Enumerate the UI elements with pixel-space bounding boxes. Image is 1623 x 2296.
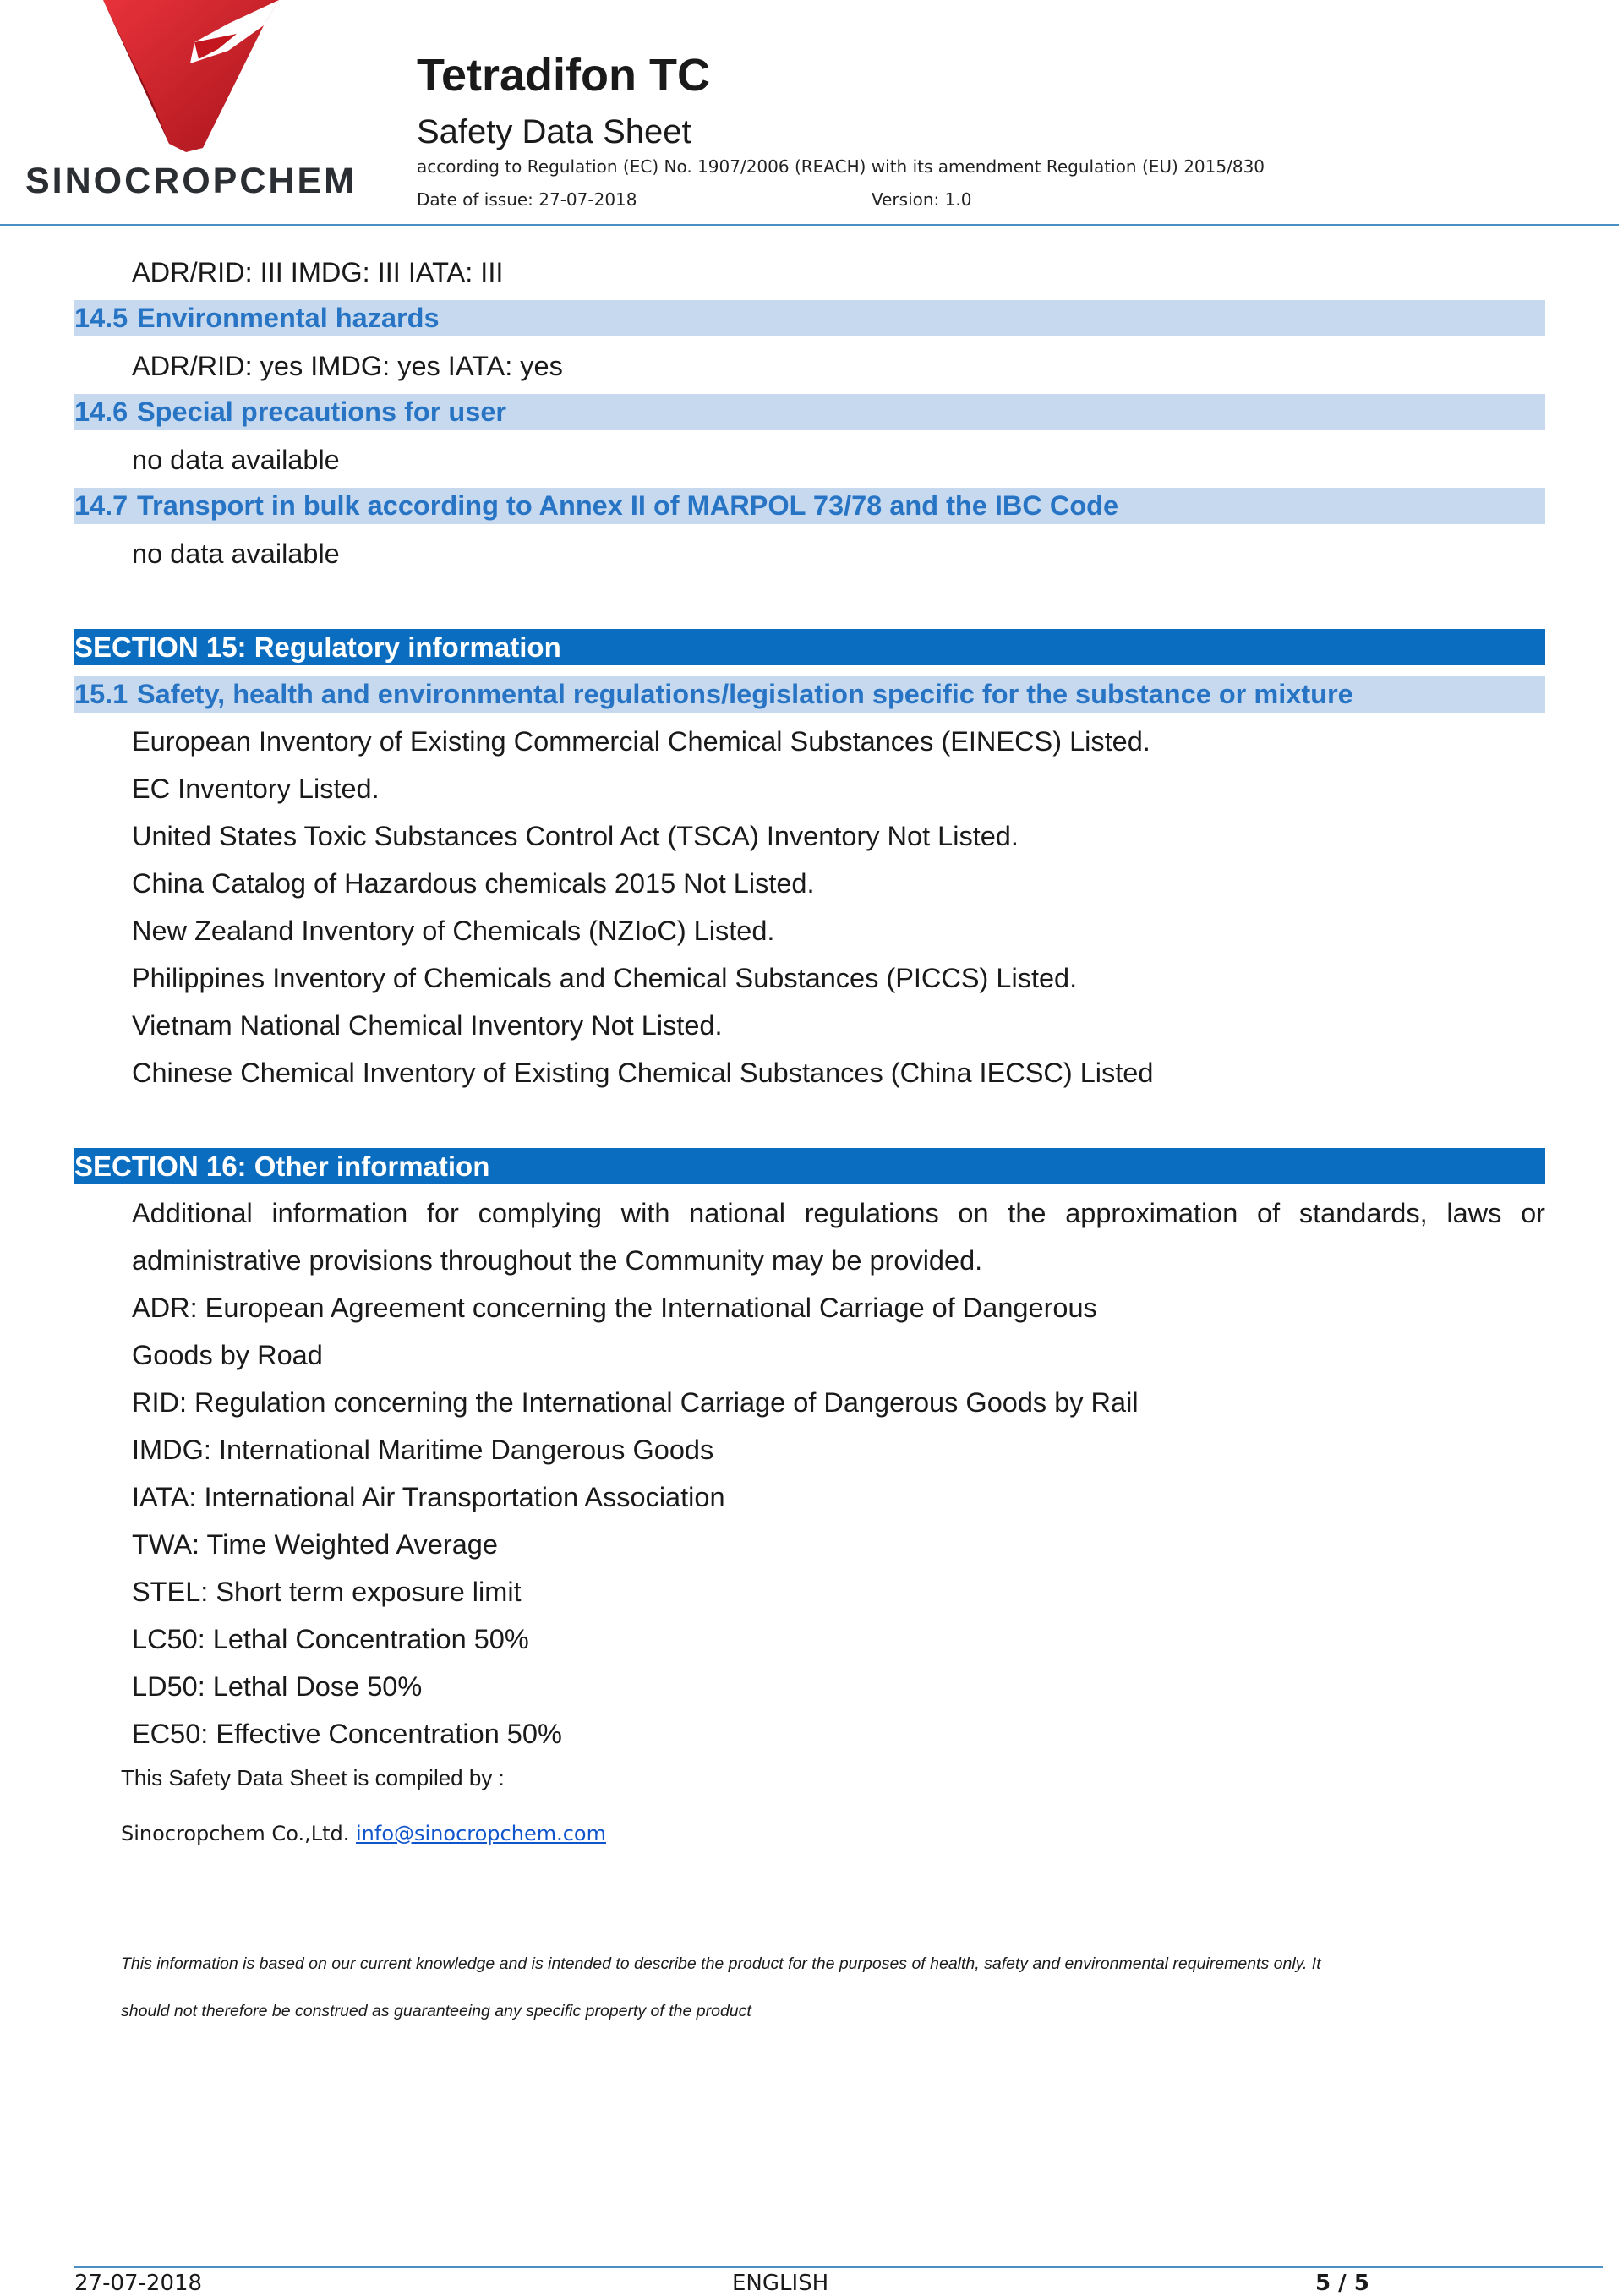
abbreviation-item: EC50: Effective Concentration 50% xyxy=(132,1719,562,1749)
subsection-title-14-7: Transport in bulk according to Annex II of MARPOL 73/78 and the IBC Code xyxy=(137,490,1119,521)
compiled-by-label: This Safety Data Sheet is compiled by : xyxy=(121,1765,505,1790)
compiler-contact xyxy=(121,1822,606,1845)
subsection-title-15-1: Safety, health and environmental regulations/legislation specific for the substance or mixture xyxy=(137,679,1353,709)
inventory-item: European Inventory of Existing Commercial Chemical Substances (EINECS) Listed. xyxy=(132,726,1150,757)
document-title: Tetradifon TC xyxy=(417,50,710,101)
subsection-number-14-6: 14.6 xyxy=(74,396,128,427)
section-title-15: SECTION 15: Regulatory information xyxy=(74,631,561,663)
company-name: Sinocropchem Co.,Ltd. xyxy=(121,1822,350,1845)
inventory-item: EC Inventory Listed. xyxy=(132,774,380,804)
document-subtitle: Safety Data Sheet xyxy=(417,113,691,150)
inventory-item: New Zealand Inventory of Chemicals (NZIoC) Listed. xyxy=(132,916,775,946)
email-link[interactable]: info@sinocropchem.com xyxy=(356,1822,606,1845)
subsection-number-15-1: 15.1 xyxy=(74,679,128,709)
header-divider xyxy=(0,224,1619,226)
footer-divider xyxy=(74,2266,1603,2268)
footer-language: ENGLISH xyxy=(732,2271,829,2296)
disclaimer-line: This information is based on our current knowledge and is intended to describe the product for the purposes of health, safety and environmental requirements only. It xyxy=(121,1954,1321,1973)
packing-group-line: ADR/RID: III IMDG: III IATA: III xyxy=(132,257,504,287)
subsection-title-14-6: Special precautions for user xyxy=(137,396,507,427)
additional-info-paragraph-line: Additional information for complying with national regulations on the approximation of standards, laws or xyxy=(132,1198,1545,1228)
subsection-number-14-5: 14.5 xyxy=(74,303,128,333)
inventory-item: United States Toxic Substances Control Act (TSCA) Inventory Not Listed. xyxy=(132,821,1019,851)
additional-info-paragraph-line: administrative provisions throughout the Community may be provided. xyxy=(132,1245,983,1276)
footer-date: 27-07-2018 xyxy=(74,2271,203,2296)
abbreviation-item: RID: Regulation concerning the International Carriage of Dangerous Goods by Rail xyxy=(132,1387,1139,1418)
special-precautions-text: no data available xyxy=(132,445,340,475)
abbreviation-item: LD50: Lethal Dose 50% xyxy=(132,1671,423,1702)
subsection-number-14-7: 14.7 xyxy=(74,490,128,521)
abbreviation-item: IMDG: International Maritime Dangerous Goods xyxy=(132,1435,714,1465)
abbreviation-item: LC50: Lethal Concentration 50% xyxy=(132,1624,529,1654)
inventory-item: China Catalog of Hazardous chemicals 2015 Not Listed. xyxy=(132,868,815,899)
abbreviation-item: IATA: International Air Transportation Association xyxy=(132,1482,725,1512)
abbreviation-item: ADR: European Agreement concerning the International Carriage of Dangerous xyxy=(132,1293,1097,1323)
version: Version: 1.0 xyxy=(872,189,972,210)
inventory-item: Vietnam National Chemical Inventory Not Listed. xyxy=(132,1010,723,1041)
section-title-16: SECTION 16: Other information xyxy=(74,1151,490,1182)
issue-date: Date of issue: 27-07-2018 xyxy=(417,189,637,210)
subsection-title-14-5: Environmental hazards xyxy=(137,303,440,333)
regulation-reference: according to Regulation (EC) No. 1907/2006 (REACH) with its amendment Regulation (EU) 2015/830 xyxy=(417,156,1265,177)
environmental-hazards-text: ADR/RID: yes IMDG: yes IATA: yes xyxy=(132,351,563,381)
inventory-item: Chinese Chemical Inventory of Existing Chemical Substances (China IECSC) Listed xyxy=(132,1058,1154,1088)
page-number: 5 / 5 xyxy=(1315,2271,1369,2296)
inventory-item: Philippines Inventory of Chemicals and Chemical Substances (PICCS) Listed. xyxy=(132,963,1078,993)
bulk-transport-text: no data available xyxy=(132,538,340,569)
disclaimer-line: should not therefore be construed as guaranteeing any specific property of the product xyxy=(121,2002,751,2020)
abbreviation-item: STEL: Short term exposure limit xyxy=(132,1577,522,1607)
abbreviation-item: Goods by Road xyxy=(132,1340,323,1370)
abbreviation-item: TWA: Time Weighted Average xyxy=(132,1529,498,1560)
logo-wordmark: SINOCROPCHEM xyxy=(25,161,357,201)
